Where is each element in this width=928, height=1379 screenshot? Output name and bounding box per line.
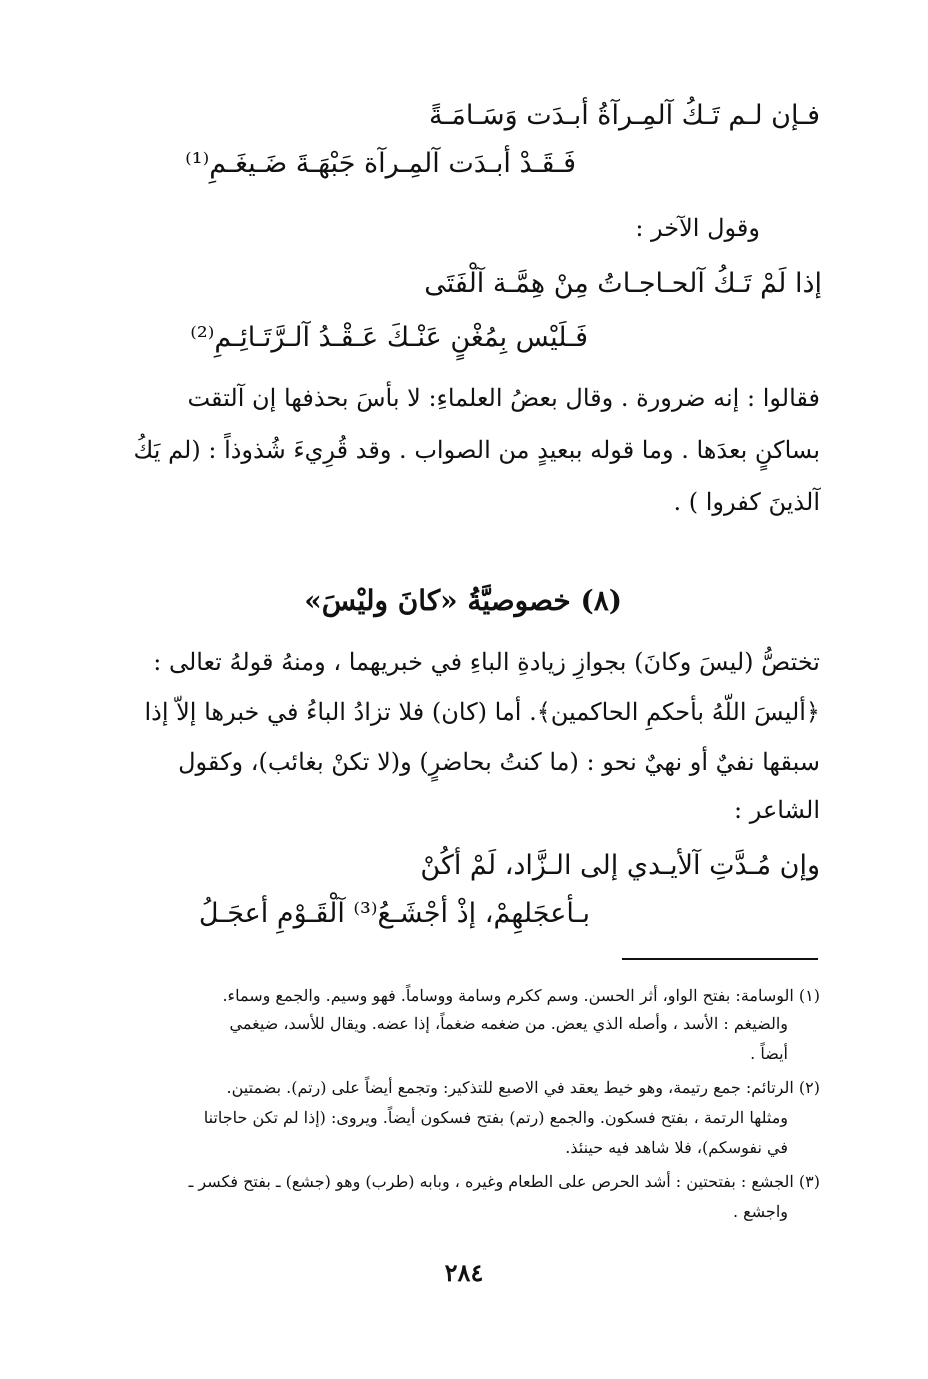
footnote-2-line1: (٢) الرتائم: جمع رتيمة، وهو خيط يعقد في الاصبع للتذكير: وتجمع أيضاً على (رتم). بضمتين. <box>226 1078 820 1097</box>
footnote-1-line1: (١) الوسامة: بفتح الواو، أثر الحسن. وسم ككرم وسامة ووساماً. فهو وسيم. والجمع وسماء. <box>222 986 820 1005</box>
footnote-1-line3: أيضاً . <box>750 1044 788 1063</box>
verse3-line2: بـأعجَلهِمْ، إذْ أجْشَـعُ⁽³⁾ آلْقَـوْمِ أعجَـلُ <box>198 898 590 929</box>
verse2-line2: فَـلَيْس بِمُغْنٍ عَنْـكَ عَـقْـدُ آلـرَّتَـائِـمِ⁽²⁾ <box>190 322 588 353</box>
footnote-2-line3: في نفوسكم)، فلا شاهد فيه حينئذ. <box>565 1138 788 1157</box>
intro-line: وقول الآخر : <box>635 214 760 242</box>
footnote-3-line2: واجشع . <box>732 1202 788 1221</box>
section-heading: (٨) خصوصيَّةُ «كانَ وليْسَ» <box>304 584 622 617</box>
paragraph2-line3: سبقها نفيٌ أو نهيٌ نحو : (ما كنتُ بحاضرٍ) و(لا تكنْ بغائب)، وكقول <box>178 748 820 776</box>
paragraph2-line2: ﴿أليسَ اللّهُ بأحكمِ الحاكمين﴾. أما (كان) فلا تزادُ الباءُ في خبرها إلاّ إذا <box>144 698 820 726</box>
verse3-line1: وإن مُـدَّتِ آلأيـدي إلى الـزَّاد، لَمْ أكُنْ <box>420 850 820 881</box>
footnote-1-line2: والضيغم : الأسد ، وأصله الذي يعض. من ضغمه ضغماً، إذا عضه. ويقال للأسد، ضيغمي <box>229 1014 788 1033</box>
footnote-divider <box>622 958 818 960</box>
paragraph1-line2: بساكنٍ بعدَها . وما قوله ببعيدٍ من الصواب . وقد قُرِيءَ شُذوذاً : (لم يَكُ <box>133 436 820 464</box>
verse2-line1: إذا لَمْ تَـكُ آلحـاجـاتُ مِنْ هِمَّـة آلْفَتَى <box>424 268 822 299</box>
footnote-2-line2: ومثلها الرتمة ، بفتح فسكون. والجمع (رتم) بفتح فسكون أيضاً. ويروى: (إذا لم تكن حاجاتنا <box>203 1108 788 1127</box>
page-number: ٢٨٤ <box>444 1258 484 1287</box>
footnote-3-line1: (٣) الجشع : بفتحتين : أشد الحرص على الطعام وغيره ، وبابه (طرب) وهو (جشع) ـ بفتح فكسر ـ <box>188 1172 820 1191</box>
paragraph2-line1: تختصُّ (ليسَ وكانَ) بجوازِ زيادةِ الباءِ في خبريهما ، ومنهُ قولهُ تعالى : <box>153 648 820 676</box>
paragraph1-line1: فقالوا : إنه ضرورة . وقال بعضُ العلماءِ: لا بأسَ بحذفها إن آلتقت <box>187 384 820 412</box>
paragraph1-line3: آلذينَ كفروا ) . <box>673 488 820 516</box>
verse1-line1: فـإن لـم تَـكُ آلمِـرآةُ أبـدَت وَسَـامَـةً <box>428 100 820 131</box>
verse1-line2: فَـقَـدْ أبـدَت آلمِـرآة جَبْهَـةَ ضَـيغَـمِ⁽¹⁾ <box>185 148 576 179</box>
paragraph2-line4: الشاعر : <box>734 796 820 824</box>
